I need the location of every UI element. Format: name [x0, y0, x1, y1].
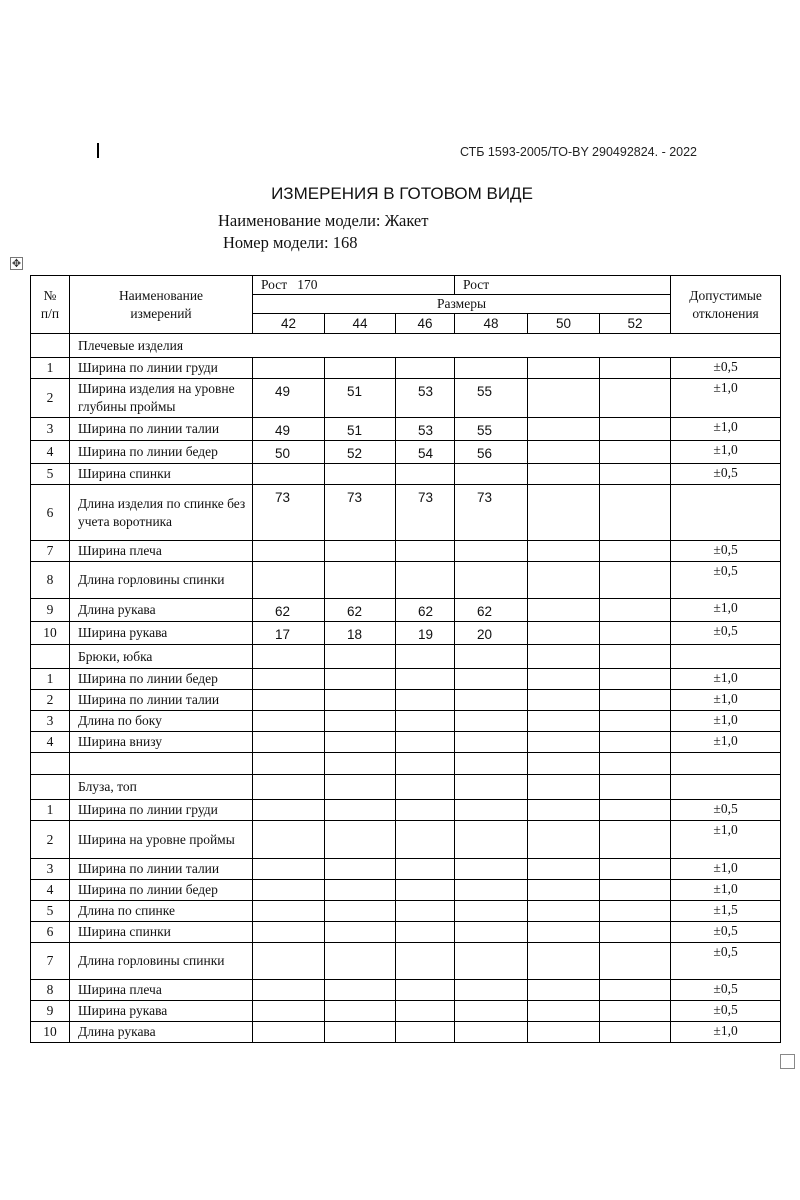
measurement-row	[31, 441, 781, 464]
size-value-cell	[600, 901, 671, 922]
size-value-cell: 55	[455, 379, 528, 418]
size-value-cell	[455, 1001, 528, 1022]
section-title: Блуза, топ	[70, 775, 253, 800]
measurement-row	[31, 980, 781, 1001]
row-number: 10	[31, 622, 70, 645]
tolerance-value: ±1,0	[671, 379, 781, 418]
header-sizes: Размеры	[253, 295, 671, 314]
size-value-cell	[396, 1001, 455, 1022]
tolerance-value: ±0,5	[671, 922, 781, 943]
size-value-cell	[528, 859, 600, 880]
size-value-cell	[396, 901, 455, 922]
header-rost: Рост	[455, 276, 671, 295]
measurement-row	[31, 358, 781, 379]
size-value-cell	[396, 1022, 455, 1043]
measurement-name: Ширина спинки	[70, 922, 253, 943]
empty-cell	[253, 775, 325, 800]
size-value-cell	[600, 690, 671, 711]
size-value-cell	[528, 922, 600, 943]
tolerance-value: ±1,5	[671, 901, 781, 922]
size-value-cell	[600, 1001, 671, 1022]
size-value-cell	[600, 441, 671, 464]
row-number: 2	[31, 379, 70, 418]
row-number: 5	[31, 901, 70, 922]
size-value-cell: 52	[325, 441, 396, 464]
size-header-cell: 50	[528, 314, 600, 334]
size-value-cell: 73	[325, 485, 396, 541]
measurement-name: Ширина изделия на уровне глубины проймы	[70, 379, 253, 418]
size-value-cell	[455, 859, 528, 880]
size-value-cell	[600, 980, 671, 1001]
size-value-cell	[253, 358, 325, 379]
size-value-cell: 62	[455, 599, 528, 622]
size-value-cell	[253, 880, 325, 901]
size-value-cell: 51	[325, 418, 396, 441]
size-value-cell	[455, 464, 528, 485]
size-value-cell: 19	[396, 622, 455, 645]
measurement-row	[31, 732, 781, 753]
size-value-cell	[253, 541, 325, 562]
measurement-name: Ширина по линии талии	[70, 690, 253, 711]
size-value-cell	[325, 980, 396, 1001]
row-number: 10	[31, 1022, 70, 1043]
size-value-cell	[600, 541, 671, 562]
size-value-cell	[325, 669, 396, 690]
empty-cell	[600, 775, 671, 800]
size-value-cell	[528, 485, 600, 541]
measurement-row	[31, 599, 781, 622]
measurement-name: Ширина на уровне проймы	[70, 821, 253, 859]
row-number: 3	[31, 418, 70, 441]
tolerance-value: ±1,0	[671, 1022, 781, 1043]
tolerance-value: ±0,5	[671, 1001, 781, 1022]
measurement-name: Ширина рукава	[70, 622, 253, 645]
measurement-row	[31, 1022, 781, 1043]
size-value-cell	[325, 880, 396, 901]
size-value-cell	[325, 1001, 396, 1022]
row-number: 9	[31, 599, 70, 622]
standard-code: СТБ 1593-2005/ТО-BY 290492824. - 2022	[460, 145, 698, 159]
size-value-cell	[600, 669, 671, 690]
size-value-cell	[253, 669, 325, 690]
measurement-name: Ширина по линии бедер	[70, 441, 253, 464]
measurement-name: Длина по спинке	[70, 901, 253, 922]
size-value-cell	[600, 922, 671, 943]
empty-cell	[396, 775, 455, 800]
size-value-cell	[528, 599, 600, 622]
size-value-cell	[600, 418, 671, 441]
header-tolerance: Допустимые отклонения	[671, 276, 781, 334]
size-value-cell	[325, 541, 396, 562]
size-value-cell: 62	[325, 599, 396, 622]
measurements-table	[30, 275, 781, 1043]
size-value-cell	[396, 541, 455, 562]
size-value-cell	[600, 599, 671, 622]
size-value-cell	[396, 922, 455, 943]
tolerance-value: ±0,5	[671, 622, 781, 645]
empty-cell	[455, 645, 528, 669]
header-rost-170: Рост 170	[253, 276, 455, 295]
size-value-cell: 55	[455, 418, 528, 441]
tolerance-value: ±0,5	[671, 464, 781, 485]
empty-cell	[325, 753, 396, 775]
size-value-cell	[455, 669, 528, 690]
size-value-cell	[455, 732, 528, 753]
size-value-cell	[528, 901, 600, 922]
tolerance-value: ±0,5	[671, 358, 781, 379]
size-value-cell	[528, 1001, 600, 1022]
tolerance-value: ±0,5	[671, 562, 781, 599]
size-value-cell	[253, 562, 325, 599]
measurement-row	[31, 821, 781, 859]
size-value-cell	[253, 711, 325, 732]
empty-cell	[396, 753, 455, 775]
row-number: 7	[31, 541, 70, 562]
measurement-name: Ширина плеча	[70, 541, 253, 562]
measurement-name: Ширина спинки	[70, 464, 253, 485]
size-value-cell: 56	[455, 441, 528, 464]
size-value-cell	[253, 859, 325, 880]
measurement-name: Длина горловины спинки	[70, 562, 253, 599]
size-value-cell: 73	[455, 485, 528, 541]
size-value-cell	[600, 821, 671, 859]
empty-cell	[671, 775, 781, 800]
size-value-cell	[528, 464, 600, 485]
size-value-cell	[396, 943, 455, 980]
measurement-row	[31, 800, 781, 821]
size-value-cell: 51	[325, 379, 396, 418]
size-value-cell: 53	[396, 418, 455, 441]
empty-cell	[325, 645, 396, 669]
size-value-cell	[325, 562, 396, 599]
size-value-cell	[528, 880, 600, 901]
size-value-cell	[528, 711, 600, 732]
measurement-name: Длина рукава	[70, 1022, 253, 1043]
size-value-cell	[325, 859, 396, 880]
size-value-cell	[455, 1022, 528, 1043]
measurement-row	[31, 418, 781, 441]
size-value-cell	[455, 358, 528, 379]
size-value-cell: 49	[253, 379, 325, 418]
tolerance-value: ±1,0	[671, 711, 781, 732]
size-value-cell	[455, 880, 528, 901]
empty-cell	[325, 775, 396, 800]
size-value-cell	[455, 922, 528, 943]
size-value-cell	[455, 901, 528, 922]
measurement-row	[31, 690, 781, 711]
size-value-cell	[455, 690, 528, 711]
model-name: Наименование модели: Жакет	[218, 211, 429, 230]
row-number: 6	[31, 922, 70, 943]
tolerance-value: ±1,0	[671, 859, 781, 880]
size-value-cell	[528, 800, 600, 821]
measurement-name: Ширина по линии бедер	[70, 880, 253, 901]
size-value-cell	[253, 464, 325, 485]
empty-cell	[455, 775, 528, 800]
measurement-row	[31, 464, 781, 485]
measurement-name: Ширина плеча	[70, 980, 253, 1001]
empty-cell	[528, 645, 600, 669]
tolerance-value: ±1,0	[671, 732, 781, 753]
size-value-cell	[396, 859, 455, 880]
measurement-name: Ширина по линии талии	[70, 859, 253, 880]
size-value-cell	[396, 732, 455, 753]
row-number: 1	[31, 800, 70, 821]
size-value-cell	[528, 379, 600, 418]
size-value-cell	[528, 562, 600, 599]
size-value-cell	[253, 943, 325, 980]
size-value-cell: 62	[396, 599, 455, 622]
header-name: Наименование измерений	[70, 276, 253, 334]
tolerance-value: ±1,0	[671, 880, 781, 901]
size-value-cell	[528, 1022, 600, 1043]
tolerance-value	[671, 485, 781, 541]
text-cursor	[97, 143, 99, 158]
measurement-name: Длина рукава	[70, 599, 253, 622]
size-value-cell	[600, 943, 671, 980]
tolerance-value: ±1,0	[671, 599, 781, 622]
tolerance-value: ±1,0	[671, 418, 781, 441]
measurement-row	[31, 669, 781, 690]
measurement-row	[31, 859, 781, 880]
measurement-name: Длина по боку	[70, 711, 253, 732]
size-header-cell: 46	[396, 314, 455, 334]
size-value-cell	[528, 358, 600, 379]
empty-cell	[528, 753, 600, 775]
size-value-cell: 73	[253, 485, 325, 541]
row-number: 8	[31, 562, 70, 599]
size-header-cell: 52	[600, 314, 671, 334]
tolerance-value: ±0,5	[671, 800, 781, 821]
header-number: № п/п	[31, 276, 70, 334]
empty-cell	[396, 645, 455, 669]
measurement-name: Ширина по линии груди	[70, 358, 253, 379]
size-value-cell	[253, 821, 325, 859]
row-number: 3	[31, 711, 70, 732]
row-number: 1	[31, 669, 70, 690]
tolerance-value: ±1,0	[671, 441, 781, 464]
section-title: Брюки, юбка	[70, 645, 253, 669]
size-value-cell	[600, 485, 671, 541]
page-title: ИЗМЕРЕНИЯ В ГОТОВОМ ВИДЕ	[271, 184, 533, 203]
size-value-cell	[528, 622, 600, 645]
measurement-row	[31, 485, 781, 541]
size-value-cell	[600, 880, 671, 901]
size-value-cell	[253, 732, 325, 753]
size-value-cell	[253, 800, 325, 821]
row-number: 2	[31, 821, 70, 859]
size-value-cell	[455, 821, 528, 859]
size-value-cell: 49	[253, 418, 325, 441]
section-number-cell	[31, 334, 70, 358]
size-value-cell: 73	[396, 485, 455, 541]
size-value-cell: 50	[253, 441, 325, 464]
size-value-cell: 53	[396, 379, 455, 418]
row-number: 3	[31, 859, 70, 880]
size-value-cell	[396, 711, 455, 732]
size-value-cell	[396, 821, 455, 859]
row-number: 2	[31, 690, 70, 711]
size-value-cell	[253, 980, 325, 1001]
size-value-cell	[600, 464, 671, 485]
size-value-cell	[396, 669, 455, 690]
size-value-cell	[528, 821, 600, 859]
measurement-row	[31, 562, 781, 599]
size-value-cell	[325, 1022, 396, 1043]
size-value-cell: 62	[253, 599, 325, 622]
size-value-cell: 20	[455, 622, 528, 645]
size-value-cell	[600, 622, 671, 645]
size-value-cell	[253, 1001, 325, 1022]
empty-cell	[600, 753, 671, 775]
size-value-cell	[528, 943, 600, 980]
size-value-cell	[325, 943, 396, 980]
size-header-cell: 44	[325, 314, 396, 334]
measurement-name: Ширина по линии бедер	[70, 669, 253, 690]
size-value-cell	[528, 732, 600, 753]
measurement-row	[31, 922, 781, 943]
measurement-row	[31, 1001, 781, 1022]
empty-cell	[671, 645, 781, 669]
section-number-cell	[31, 645, 70, 669]
row-number: 1	[31, 358, 70, 379]
size-value-cell	[455, 562, 528, 599]
measurement-name: Длина изделия по спинке без учета воротника	[70, 485, 253, 541]
empty-cell	[253, 645, 325, 669]
size-value-cell	[455, 800, 528, 821]
tolerance-value: ±1,0	[671, 821, 781, 859]
size-value-cell	[600, 562, 671, 599]
size-value-cell	[325, 358, 396, 379]
measurement-row	[31, 711, 781, 732]
size-value-cell	[528, 690, 600, 711]
size-value-cell	[396, 464, 455, 485]
size-value-cell	[325, 690, 396, 711]
size-value-cell	[325, 800, 396, 821]
size-value-cell	[396, 690, 455, 711]
row-number: 5	[31, 464, 70, 485]
size-value-cell	[325, 901, 396, 922]
tolerance-value: ±1,0	[671, 669, 781, 690]
size-value-cell	[600, 1022, 671, 1043]
size-value-cell	[600, 859, 671, 880]
measurement-name: Длина горловины спинки	[70, 943, 253, 980]
size-value-cell	[600, 358, 671, 379]
size-value-cell: 54	[396, 441, 455, 464]
size-value-cell	[528, 980, 600, 1001]
size-value-cell	[600, 800, 671, 821]
section-number-cell	[31, 775, 70, 800]
measurement-name: Ширина по линии груди	[70, 800, 253, 821]
empty-cell	[528, 775, 600, 800]
size-value-cell	[528, 541, 600, 562]
empty-cell	[671, 753, 781, 775]
row-number: 4	[31, 732, 70, 753]
size-value-cell	[455, 541, 528, 562]
size-value-cell	[396, 980, 455, 1001]
tolerance-value: ±1,0	[671, 690, 781, 711]
size-header-cell: 42	[253, 314, 325, 334]
resize-square-icon[interactable]	[780, 1054, 795, 1069]
empty-cell	[70, 753, 253, 775]
empty-cell	[253, 753, 325, 775]
size-value-cell	[600, 732, 671, 753]
size-value-cell	[253, 901, 325, 922]
move-arrows-icon[interactable]: ✥	[11, 257, 22, 270]
size-value-cell: 17	[253, 622, 325, 645]
size-value-cell: 18	[325, 622, 396, 645]
size-value-cell	[528, 441, 600, 464]
tolerance-value: ±0,5	[671, 541, 781, 562]
measurement-row	[31, 541, 781, 562]
measurement-row	[31, 943, 781, 980]
measurement-row	[31, 622, 781, 645]
size-value-cell	[600, 379, 671, 418]
size-value-cell	[325, 922, 396, 943]
size-value-cell	[455, 943, 528, 980]
tolerance-value: ±0,5	[671, 980, 781, 1001]
size-value-cell	[253, 1022, 325, 1043]
row-number: 9	[31, 1001, 70, 1022]
empty-cell	[455, 753, 528, 775]
size-value-cell	[325, 732, 396, 753]
size-value-cell	[396, 800, 455, 821]
measurement-name: Ширина внизу	[70, 732, 253, 753]
size-value-cell	[325, 464, 396, 485]
row-number: 4	[31, 880, 70, 901]
size-value-cell	[455, 711, 528, 732]
measurement-row	[31, 901, 781, 922]
size-value-cell	[396, 880, 455, 901]
empty-cell	[600, 645, 671, 669]
measurement-name: Ширина рукава	[70, 1001, 253, 1022]
section-title: Плечевые изделия	[70, 334, 781, 358]
size-value-cell	[396, 562, 455, 599]
size-value-cell	[325, 821, 396, 859]
size-value-cell	[528, 418, 600, 441]
size-value-cell	[528, 669, 600, 690]
size-value-cell	[396, 358, 455, 379]
size-value-cell	[455, 980, 528, 1001]
tolerance-value: ±0,5	[671, 943, 781, 980]
row-number: 6	[31, 485, 70, 541]
row-number: 7	[31, 943, 70, 980]
empty-cell	[31, 753, 70, 775]
row-number: 8	[31, 980, 70, 1001]
size-value-cell	[600, 711, 671, 732]
size-value-cell	[253, 690, 325, 711]
size-value-cell	[325, 711, 396, 732]
measurement-row	[31, 379, 781, 418]
measurement-row	[31, 880, 781, 901]
measurement-name: Ширина по линии талии	[70, 418, 253, 441]
size-header-cell: 48	[455, 314, 528, 334]
size-value-cell	[253, 922, 325, 943]
row-number: 4	[31, 441, 70, 464]
model-number: Номер модели: 168	[223, 233, 358, 252]
